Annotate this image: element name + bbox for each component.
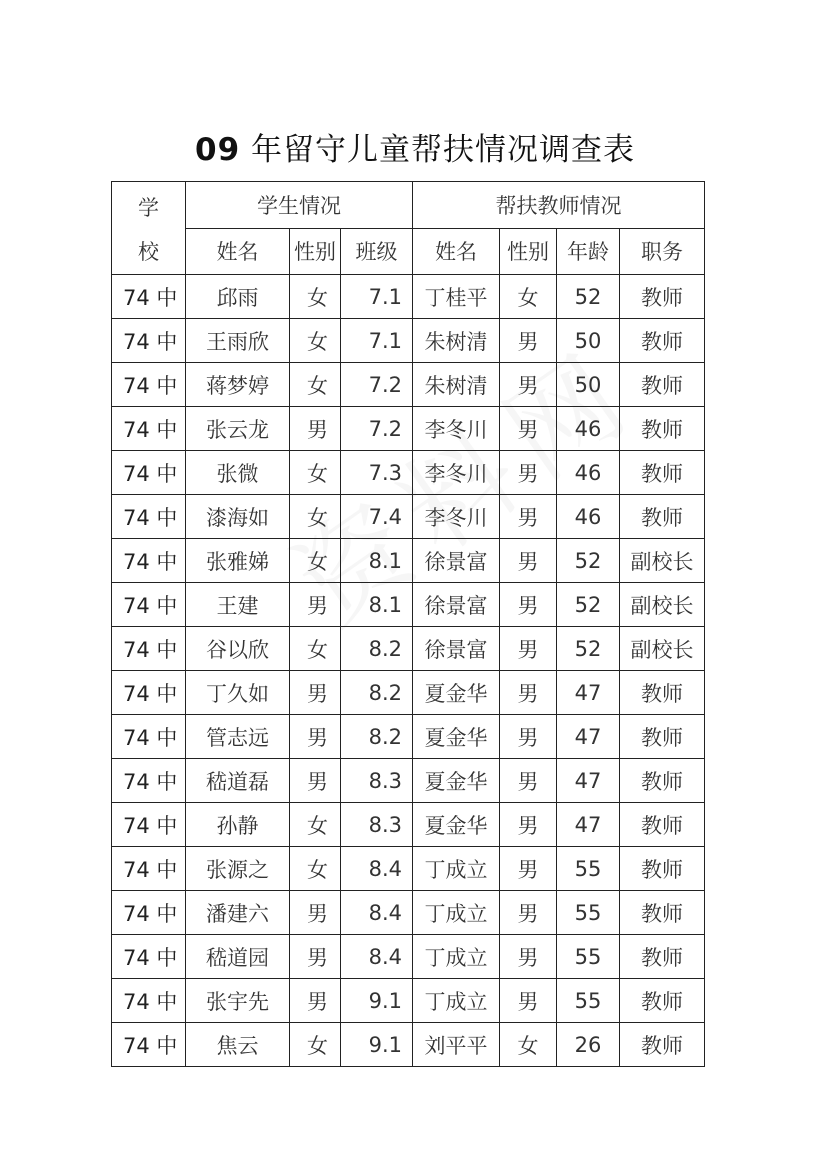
teacher-name-cell: 夏金华 [413,715,500,759]
survey-table [111,181,705,1067]
school-cell: 74 中 [112,979,186,1023]
position-cell: 教师 [620,671,705,715]
table-row [112,363,705,407]
table-row [112,539,705,583]
student-gender-cell: 女 [290,627,341,671]
student-name-cell: 管志远 [186,715,290,759]
teacher-gender-cell: 男 [500,979,557,1023]
position-cell: 教师 [620,935,705,979]
school-cell: 74 中 [112,803,186,847]
class-cell: 7.1 [341,275,413,319]
student-name-cell: 漆海如 [186,495,290,539]
school-cell: 74 中 [112,627,186,671]
teacher-gender-cell: 男 [500,759,557,803]
teacher-name-cell: 丁成立 [413,891,500,935]
student-gender-cell: 女 [290,803,341,847]
student-name-header: 姓名 [186,228,290,275]
position-cell: 副校长 [620,539,705,583]
teacher-name-cell: 朱树清 [413,319,500,363]
table-row [112,759,705,803]
position-cell: 教师 [620,275,705,319]
student-name-cell: 张宇先 [186,979,290,1023]
position-cell: 教师 [620,803,705,847]
class-cell: 8.1 [341,539,413,583]
teacher-name-cell: 夏金华 [413,759,500,803]
age-cell: 50 [557,363,620,407]
student-gender-cell: 女 [290,495,341,539]
class-cell: 7.2 [341,363,413,407]
teacher-name-cell: 刘平平 [413,1023,500,1067]
school-cell: 74 中 [112,583,186,627]
school-cell: 74 中 [112,759,186,803]
school-cell: 74 中 [112,275,186,319]
class-cell: 7.4 [341,495,413,539]
student-name-cell: 潘建六 [186,891,290,935]
school-cell: 74 中 [112,891,186,935]
age-cell: 52 [557,583,620,627]
school-cell: 74 中 [112,363,186,407]
class-cell: 8.2 [341,671,413,715]
student-name-cell: 孙静 [186,803,290,847]
position-cell: 教师 [620,979,705,1023]
teacher-name-header: 姓名 [413,228,500,275]
header-row-2 [112,228,705,275]
student-gender-cell: 女 [290,275,341,319]
position-cell: 副校长 [620,583,705,627]
teacher-name-cell: 李冬川 [413,407,500,451]
age-cell: 52 [557,627,620,671]
class-cell: 8.2 [341,627,413,671]
position-cell: 教师 [620,847,705,891]
table-row [112,891,705,935]
age-cell: 55 [557,979,620,1023]
class-cell: 8.2 [341,715,413,759]
class-cell: 8.4 [341,847,413,891]
table-row [112,1023,705,1067]
student-gender-cell: 男 [290,407,341,451]
teacher-name-cell: 徐景富 [413,627,500,671]
student-gender-cell: 女 [290,539,341,583]
teacher-gender-cell: 男 [500,495,557,539]
student-name-cell: 嵇道园 [186,935,290,979]
school-cell: 74 中 [112,539,186,583]
table-row [112,451,705,495]
student-name-cell: 张云龙 [186,407,290,451]
student-name-cell: 谷以欣 [186,627,290,671]
age-cell: 50 [557,319,620,363]
title-year: 09 [195,132,241,168]
table-body [112,182,705,1067]
position-cell: 教师 [620,891,705,935]
student-gender-cell: 男 [290,715,341,759]
school-cell: 74 中 [112,671,186,715]
table-row [112,803,705,847]
table-row [112,715,705,759]
position-cell: 教师 [620,759,705,803]
teacher-name-cell: 徐景富 [413,583,500,627]
teacher-gender-cell: 男 [500,847,557,891]
teacher-gender-cell: 男 [500,627,557,671]
class-cell: 9.1 [341,1023,413,1067]
teacher-group-header: 帮扶教师情况 [413,182,705,229]
school-header [112,182,186,275]
school-cell: 74 中 [112,1023,186,1067]
student-group-header: 学生情况 [186,182,413,229]
student-gender-cell: 女 [290,363,341,407]
age-cell: 26 [557,1023,620,1067]
school-cell: 74 中 [112,407,186,451]
table-row [112,275,705,319]
age-cell: 52 [557,275,620,319]
teacher-gender-cell: 男 [500,539,557,583]
table-row [112,319,705,363]
teacher-gender-header: 性别 [500,228,557,275]
student-name-cell: 王建 [186,583,290,627]
school-cell: 74 中 [112,847,186,891]
age-header: 年龄 [557,228,620,275]
teacher-gender-cell: 男 [500,803,557,847]
student-gender-cell: 男 [290,979,341,1023]
position-cell: 教师 [620,1023,705,1067]
teacher-name-cell: 丁成立 [413,935,500,979]
school-header-bottom: 校 [138,240,159,264]
student-name-cell: 张微 [186,451,290,495]
table-row [112,583,705,627]
class-cell: 8.3 [341,759,413,803]
teacher-name-cell: 李冬川 [413,495,500,539]
student-gender-cell: 女 [290,319,341,363]
teacher-name-cell: 夏金华 [413,671,500,715]
teacher-name-cell: 李冬川 [413,451,500,495]
table-row [112,627,705,671]
table-row [112,979,705,1023]
age-cell: 55 [557,935,620,979]
position-header: 职务 [620,228,705,275]
student-name-cell: 张雅娣 [186,539,290,583]
page-title [0,128,830,172]
teacher-gender-cell: 男 [500,935,557,979]
age-cell: 47 [557,803,620,847]
teacher-gender-cell: 男 [500,671,557,715]
class-cell: 8.4 [341,891,413,935]
position-cell: 教师 [620,495,705,539]
student-gender-cell: 男 [290,935,341,979]
class-header: 班级 [341,228,413,275]
teacher-name-cell: 徐景富 [413,539,500,583]
age-cell: 46 [557,451,620,495]
teacher-name-cell: 夏金华 [413,803,500,847]
student-gender-cell: 男 [290,759,341,803]
class-cell: 8.1 [341,583,413,627]
class-cell: 7.1 [341,319,413,363]
class-cell: 8.3 [341,803,413,847]
teacher-name-cell: 丁成立 [413,979,500,1023]
student-gender-cell: 男 [290,583,341,627]
age-cell: 55 [557,891,620,935]
table-row [112,847,705,891]
position-cell: 副校长 [620,627,705,671]
teacher-gender-cell: 女 [500,275,557,319]
teacher-name-cell: 丁成立 [413,847,500,891]
teacher-gender-cell: 女 [500,1023,557,1067]
header-row-1 [112,182,705,229]
position-cell: 教师 [620,363,705,407]
teacher-gender-cell: 男 [500,407,557,451]
school-header-top: 学 [138,196,159,220]
school-cell: 74 中 [112,495,186,539]
student-name-cell: 张源之 [186,847,290,891]
age-cell: 46 [557,495,620,539]
student-gender-cell: 女 [290,847,341,891]
age-cell: 47 [557,759,620,803]
teacher-gender-cell: 男 [500,319,557,363]
class-cell: 9.1 [341,979,413,1023]
school-cell: 74 中 [112,451,186,495]
teacher-name-cell: 朱树清 [413,363,500,407]
teacher-gender-cell: 男 [500,363,557,407]
student-gender-cell: 女 [290,1023,341,1067]
student-gender-header: 性别 [290,228,341,275]
student-name-cell: 王雨欣 [186,319,290,363]
student-name-cell: 蒋梦婷 [186,363,290,407]
title-text: 年留守儿童帮扶情况调查表 [240,132,635,168]
age-cell: 47 [557,715,620,759]
student-name-cell: 丁久如 [186,671,290,715]
teacher-name-cell: 丁桂平 [413,275,500,319]
teacher-gender-cell: 男 [500,891,557,935]
school-cell: 74 中 [112,715,186,759]
table-row [112,935,705,979]
school-cell: 74 中 [112,935,186,979]
age-cell: 52 [557,539,620,583]
class-cell: 8.4 [341,935,413,979]
teacher-gender-cell: 男 [500,451,557,495]
class-cell: 7.2 [341,407,413,451]
age-cell: 46 [557,407,620,451]
teacher-gender-cell: 男 [500,583,557,627]
school-cell: 74 中 [112,319,186,363]
student-name-cell: 邱雨 [186,275,290,319]
teacher-gender-cell: 男 [500,715,557,759]
student-name-cell: 嵇道磊 [186,759,290,803]
age-cell: 55 [557,847,620,891]
position-cell: 教师 [620,451,705,495]
student-gender-cell: 女 [290,451,341,495]
student-name-cell: 焦云 [186,1023,290,1067]
student-gender-cell: 男 [290,891,341,935]
age-cell: 47 [557,671,620,715]
class-cell: 7.3 [341,451,413,495]
table-row [112,671,705,715]
position-cell: 教师 [620,407,705,451]
student-gender-cell: 男 [290,671,341,715]
position-cell: 教师 [620,319,705,363]
table-row [112,495,705,539]
position-cell: 教师 [620,715,705,759]
table-row [112,407,705,451]
